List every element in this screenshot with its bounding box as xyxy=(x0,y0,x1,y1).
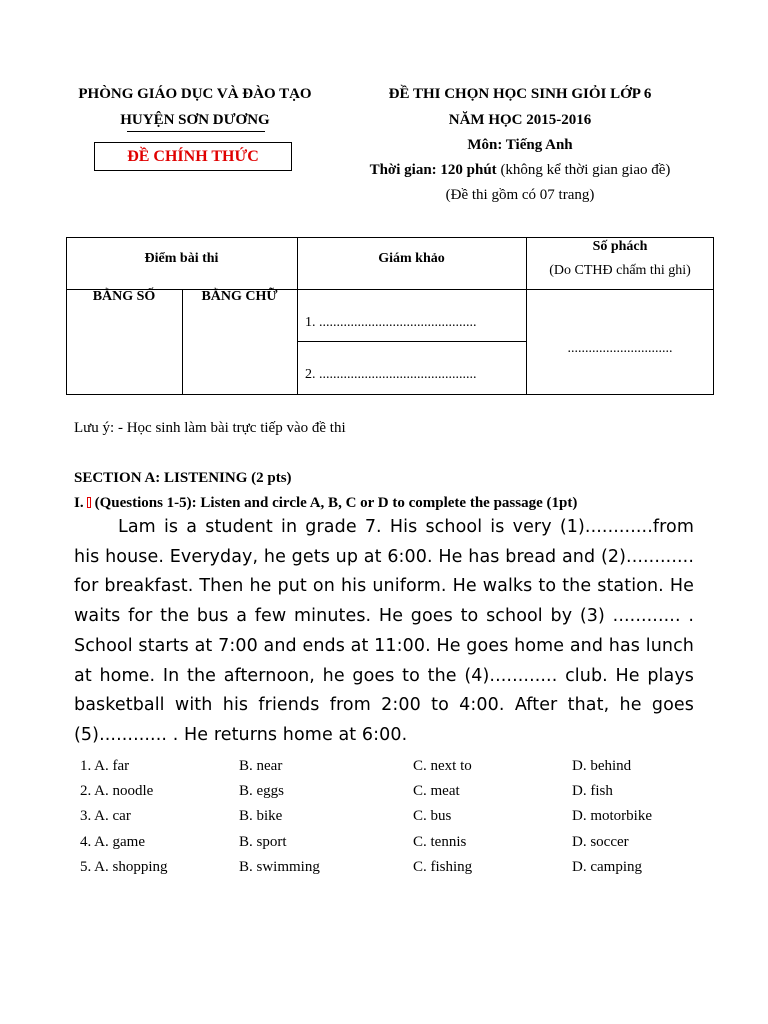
option-4b[interactable]: B. sport xyxy=(239,834,287,850)
option-5d[interactable]: D. camping xyxy=(572,859,642,875)
option-4d[interactable]: D. soccer xyxy=(572,834,629,850)
passage-text: Lam is a student in grade 7. His school is very (1)............from his house. Everyday, he gets up at 6:00. He has bread and (2)............ for breakfast. Then he put on his uniform. He walks to the station. He waits for the bus a few minutes. He goes to school by (3) ............ . School starts at 7:00 and ends at 11:00. He goes home and has lunch at home. In the afternoon, he goes to the (4)............ club. He plays basketball with his friends from 2:00 to 4:00. After that, he goes (5)............ . He returns home at 6:00. xyxy=(74,517,694,745)
department-name: PHÒNG GIÁO DỤC VÀ ĐÀO TẠO xyxy=(78,86,312,102)
school-year: NĂM HỌC 2015-2016 xyxy=(448,112,592,128)
examiner-header: Giám khảo xyxy=(378,251,445,266)
option-5a[interactable]: 5. A. shopping xyxy=(80,859,168,875)
part-1-instruction xyxy=(74,495,577,512)
code-header-note: (Do CTHĐ chấm thi ghi) xyxy=(549,263,691,278)
page-count-note: (Đề thi gồm có 07 trang) xyxy=(445,187,595,203)
subject: Môn: Tiếng Anh xyxy=(467,137,573,153)
option-4c[interactable]: C. tennis xyxy=(413,834,467,850)
option-5c[interactable]: C. fishing xyxy=(413,859,473,875)
option-3d[interactable]: D. motorbike xyxy=(572,808,652,824)
option-1a[interactable]: 1. A. far xyxy=(80,758,130,774)
missing-glyph-icon xyxy=(87,497,91,508)
option-2d[interactable]: D. fish xyxy=(572,783,613,799)
option-3a[interactable]: 3. A. car xyxy=(80,808,131,824)
district-name: HUYỆN SƠN DƯƠNG xyxy=(120,112,270,128)
time-limit xyxy=(350,162,690,179)
score-in-words-label: BẰNG CHỮ xyxy=(201,289,278,304)
code-field: .............................. xyxy=(567,341,673,356)
time-limit-note: (không kể thời gian giao đề) xyxy=(496,162,671,178)
option-3c[interactable]: C. bus xyxy=(413,808,452,824)
code-header: Số phách xyxy=(592,239,648,254)
option-5b[interactable]: B. swimming xyxy=(239,859,320,875)
exam-title: ĐỀ THI CHỌN HỌC SINH GIỎI LỚP 6 xyxy=(388,86,652,102)
score-in-numbers-label: BẰNG SỐ xyxy=(92,289,156,304)
instruction-note: Lưu ý: - Học sinh làm bài trực tiếp vào đề thi xyxy=(74,420,346,436)
official-exam-stamp: ĐỀ CHÍNH THỨC xyxy=(94,142,292,171)
option-3b[interactable]: B. bike xyxy=(239,808,283,824)
section-a-title: SECTION A: LISTENING (2 pts) xyxy=(74,470,292,486)
option-2a[interactable]: 2. A. noodle xyxy=(80,783,154,799)
examiner-2-field: 2. ............................................. xyxy=(305,367,477,382)
option-1c[interactable]: C. next to xyxy=(413,758,472,774)
score-header: Điểm bài thi xyxy=(144,251,219,266)
examiner-divider xyxy=(297,341,526,342)
option-1d[interactable]: D. behind xyxy=(572,758,632,774)
district-underline xyxy=(127,131,265,132)
part-label: I. xyxy=(74,495,84,511)
part-instruction-text: (Questions 1-5): Listen and circle A, B, C or D to complete the passage (1pt) xyxy=(94,495,578,511)
listening-passage xyxy=(74,513,694,751)
option-1b[interactable]: B. near xyxy=(239,758,283,774)
examiner-1-field: 1. ............................................. xyxy=(305,315,477,330)
option-2b[interactable]: B. eggs xyxy=(239,783,284,799)
table-divider-2 xyxy=(526,237,527,395)
time-limit-bold: Thời gian: 120 phút xyxy=(369,162,497,178)
option-4a[interactable]: 4. A. game xyxy=(80,834,145,850)
option-2c[interactable]: C. meat xyxy=(413,783,460,799)
